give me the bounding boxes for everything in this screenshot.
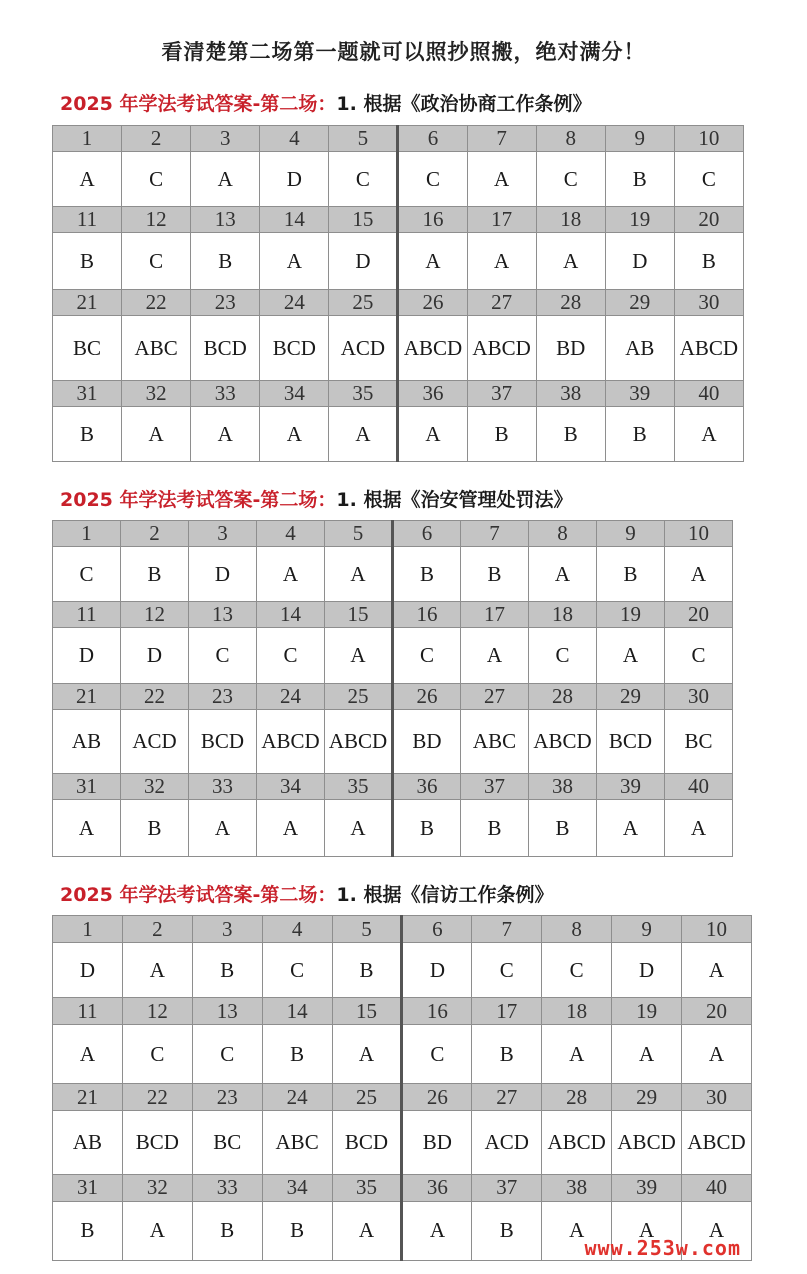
answer-row xyxy=(53,407,744,462)
answer-cell: C xyxy=(122,1025,192,1084)
answer-cell: A xyxy=(122,407,191,462)
question-number: 2 xyxy=(121,521,189,547)
answer-cell: A xyxy=(597,628,665,684)
question-number: 5 xyxy=(329,126,398,152)
answer-cell: A xyxy=(329,407,398,462)
answer-cell: D xyxy=(121,628,189,684)
answer-cell: ABC xyxy=(122,316,191,381)
answer-cell: B xyxy=(472,1201,542,1260)
question-number: 38 xyxy=(542,1174,612,1201)
answer-cell: AB xyxy=(53,1111,123,1174)
answer-cell: A xyxy=(536,233,605,290)
answer-cell: ABCD xyxy=(674,316,743,381)
answer-cell: B xyxy=(262,1025,332,1084)
answer-cell: C xyxy=(122,152,191,207)
question-number: 37 xyxy=(472,1174,542,1201)
question-number: 13 xyxy=(191,207,260,233)
question-number: 37 xyxy=(461,774,529,800)
answer-cell: BCD xyxy=(332,1111,402,1174)
question-number: 11 xyxy=(53,998,123,1025)
answer-row xyxy=(53,710,733,774)
answer-cell: B xyxy=(192,1201,262,1260)
answer-cell: A xyxy=(53,1025,123,1084)
answer-cell: B xyxy=(467,407,536,462)
answer-cell: B xyxy=(597,547,665,602)
question-number: 20 xyxy=(665,602,733,628)
question-number: 9 xyxy=(605,126,674,152)
section-title-topic: 1. 根据《政治协商工作条例》 xyxy=(336,93,592,115)
question-number: 32 xyxy=(121,774,189,800)
answer-cell: BD xyxy=(536,316,605,381)
answer-cell: A xyxy=(398,233,467,290)
answer-cell: AB xyxy=(53,710,121,774)
question-number: 12 xyxy=(122,207,191,233)
answer-cell: C xyxy=(402,1025,472,1084)
section-1-title xyxy=(60,89,591,116)
question-number: 4 xyxy=(262,916,332,943)
answer-cell: ABCD xyxy=(325,710,393,774)
answer-cell: B xyxy=(529,800,597,857)
question-number: 15 xyxy=(325,602,393,628)
question-number: 28 xyxy=(536,290,605,316)
answer-cell: BCD xyxy=(597,710,665,774)
question-number: 36 xyxy=(393,774,461,800)
question-number: 20 xyxy=(674,207,743,233)
question-number: 18 xyxy=(542,998,612,1025)
answer-cell: A xyxy=(467,152,536,207)
answer-cell: BD xyxy=(402,1111,472,1174)
question-number: 32 xyxy=(122,1174,192,1201)
site-watermark: www.253w.com xyxy=(584,1236,741,1260)
answer-cell: ABCD xyxy=(529,710,597,774)
answer-cell: A xyxy=(332,1025,402,1084)
answer-cell: ABCD xyxy=(612,1111,682,1174)
question-number: 25 xyxy=(329,290,398,316)
question-number: 24 xyxy=(257,684,325,710)
answer-cell: A xyxy=(257,800,325,857)
question-number: 6 xyxy=(398,126,467,152)
question-number: 31 xyxy=(53,774,121,800)
question-number: 3 xyxy=(189,521,257,547)
answer-cell: A xyxy=(612,1201,682,1260)
question-number: 39 xyxy=(612,1174,682,1201)
question-number: 18 xyxy=(536,207,605,233)
question-number: 40 xyxy=(674,381,743,407)
answer-cell: B xyxy=(332,943,402,998)
answer-cell: B xyxy=(53,233,122,290)
question-number: 19 xyxy=(605,207,674,233)
question-number: 36 xyxy=(402,1174,472,1201)
question-number-row xyxy=(53,684,733,710)
question-number: 3 xyxy=(191,126,260,152)
question-number-row xyxy=(53,207,744,233)
answer-cell: BCD xyxy=(260,316,329,381)
question-number: 5 xyxy=(332,916,402,943)
answer-cell: A xyxy=(325,547,393,602)
answer-cell: ABCD xyxy=(682,1111,752,1174)
answer-cell: C xyxy=(329,152,398,207)
answer-cell: C xyxy=(674,152,743,207)
question-number: 10 xyxy=(682,916,752,943)
answer-cell: B xyxy=(461,800,529,857)
section-title-exam: 2025 年学法考试答案-第二场： xyxy=(60,884,337,906)
section-3-title xyxy=(60,880,553,907)
question-number: 11 xyxy=(53,207,122,233)
answer-table-2 xyxy=(52,520,733,857)
answer-cell: A xyxy=(191,152,260,207)
question-number: 29 xyxy=(612,1084,682,1111)
question-number: 13 xyxy=(192,998,262,1025)
page-headline: 看清楚第二场第一题就可以照抄照搬，绝对满分！ xyxy=(161,39,646,64)
question-number: 38 xyxy=(529,774,597,800)
question-number: 22 xyxy=(121,684,189,710)
answer-cell: B xyxy=(53,1201,123,1260)
question-number: 1 xyxy=(53,916,123,943)
question-number-row xyxy=(53,290,744,316)
question-number: 7 xyxy=(461,521,529,547)
answer-cell: A xyxy=(191,407,260,462)
question-number: 11 xyxy=(53,602,121,628)
answer-cell: A xyxy=(122,943,192,998)
answer-cell: A xyxy=(529,547,597,602)
answer-cell: D xyxy=(402,943,472,998)
answer-cell: A xyxy=(325,800,393,857)
question-number: 23 xyxy=(189,684,257,710)
answer-table-3 xyxy=(52,915,752,1261)
question-number: 15 xyxy=(329,207,398,233)
question-number: 9 xyxy=(597,521,665,547)
question-number: 19 xyxy=(597,602,665,628)
answer-cell: A xyxy=(542,1201,612,1260)
question-number: 8 xyxy=(542,916,612,943)
answer-cell: A xyxy=(189,800,257,857)
answer-cell: A xyxy=(325,628,393,684)
question-number-row xyxy=(53,998,752,1025)
answer-row xyxy=(53,1025,752,1084)
answer-cell: B xyxy=(674,233,743,290)
answer-cell: B xyxy=(393,547,461,602)
question-number: 40 xyxy=(665,774,733,800)
answer-cell: A xyxy=(260,407,329,462)
question-number: 30 xyxy=(665,684,733,710)
question-number: 4 xyxy=(260,126,329,152)
answer-row xyxy=(53,628,733,684)
question-number: 37 xyxy=(467,381,536,407)
question-number: 40 xyxy=(682,1174,752,1201)
question-number: 34 xyxy=(262,1174,332,1201)
question-number: 24 xyxy=(262,1084,332,1111)
answer-cell: B xyxy=(121,800,189,857)
answer-cell: ABCD xyxy=(542,1111,612,1174)
answer-cell: C xyxy=(542,943,612,998)
answer-cell: B xyxy=(472,1025,542,1084)
question-number-row xyxy=(53,381,744,407)
answer-cell: C xyxy=(393,628,461,684)
answer-cell: A xyxy=(53,152,122,207)
answer-cell: BD xyxy=(393,710,461,774)
answer-cell: C xyxy=(472,943,542,998)
answer-cell: D xyxy=(612,943,682,998)
question-number: 30 xyxy=(682,1084,752,1111)
question-number: 22 xyxy=(122,290,191,316)
question-number-row xyxy=(53,126,744,152)
question-number: 19 xyxy=(612,998,682,1025)
question-number: 23 xyxy=(191,290,260,316)
answer-cell: B xyxy=(393,800,461,857)
question-number: 5 xyxy=(325,521,393,547)
question-number: 10 xyxy=(665,521,733,547)
answer-cell: ACD xyxy=(472,1111,542,1174)
question-number: 18 xyxy=(529,602,597,628)
answer-cell: C xyxy=(257,628,325,684)
question-number: 35 xyxy=(329,381,398,407)
answer-cell: A xyxy=(398,407,467,462)
answer-cell: ABCD xyxy=(257,710,325,774)
question-number: 12 xyxy=(122,998,192,1025)
answer-cell: D xyxy=(329,233,398,290)
question-number-row xyxy=(53,602,733,628)
question-number: 33 xyxy=(191,381,260,407)
section-title-topic: 1. 根据《信访工作条例》 xyxy=(336,884,554,906)
answer-cell: BCD xyxy=(122,1111,192,1174)
question-number: 21 xyxy=(53,1084,123,1111)
answer-cell: A xyxy=(665,547,733,602)
question-number: 28 xyxy=(542,1084,612,1111)
section-title-topic: 1. 根据《治安管理处罚法》 xyxy=(336,489,573,511)
answer-cell: AB xyxy=(605,316,674,381)
question-number: 31 xyxy=(53,1174,123,1201)
answer-cell: B xyxy=(53,407,122,462)
section-2-title xyxy=(60,485,572,512)
answer-cell: BC xyxy=(665,710,733,774)
answer-cell: C xyxy=(262,943,332,998)
answer-row xyxy=(53,943,752,998)
question-number: 38 xyxy=(536,381,605,407)
answer-cell: A xyxy=(597,800,665,857)
question-number: 26 xyxy=(402,1084,472,1111)
answer-cell: B xyxy=(605,152,674,207)
answer-cell: D xyxy=(53,943,123,998)
answer-cell: BC xyxy=(53,316,122,381)
question-number: 29 xyxy=(597,684,665,710)
question-number: 29 xyxy=(605,290,674,316)
question-number: 14 xyxy=(257,602,325,628)
answer-cell: B xyxy=(461,547,529,602)
answer-cell: D xyxy=(260,152,329,207)
answer-cell: C xyxy=(122,233,191,290)
answer-cell: B xyxy=(121,547,189,602)
answer-cell: C xyxy=(189,628,257,684)
answer-cell: B xyxy=(536,407,605,462)
answer-row xyxy=(53,233,744,290)
question-number: 34 xyxy=(260,381,329,407)
answer-cell: A xyxy=(665,800,733,857)
question-number: 3 xyxy=(192,916,262,943)
question-number: 1 xyxy=(53,126,122,152)
answer-row xyxy=(53,152,744,207)
question-number: 14 xyxy=(262,998,332,1025)
question-number: 35 xyxy=(332,1174,402,1201)
answer-cell: C xyxy=(665,628,733,684)
section-title-exam: 2025 年学法考试答案-第二场： xyxy=(60,489,337,511)
question-number: 26 xyxy=(393,684,461,710)
question-number: 16 xyxy=(398,207,467,233)
answer-cell: B xyxy=(262,1201,332,1260)
question-number: 1 xyxy=(53,521,121,547)
answer-cell: A xyxy=(122,1201,192,1260)
answer-cell: ABCD xyxy=(467,316,536,381)
question-number: 32 xyxy=(122,381,191,407)
section-title-exam: 2025 年学法考试答案-第二场： xyxy=(60,93,337,115)
question-number: 28 xyxy=(529,684,597,710)
answer-cell: A xyxy=(467,233,536,290)
question-number: 16 xyxy=(393,602,461,628)
question-number: 33 xyxy=(189,774,257,800)
answer-row xyxy=(53,547,733,602)
question-number: 34 xyxy=(257,774,325,800)
answer-cell: ABC xyxy=(461,710,529,774)
question-number: 26 xyxy=(398,290,467,316)
answer-cell: D xyxy=(53,628,121,684)
answer-cell: A xyxy=(674,407,743,462)
answer-cell: C xyxy=(536,152,605,207)
answer-cell: A xyxy=(53,800,121,857)
answer-cell: BCD xyxy=(189,710,257,774)
answer-cell: A xyxy=(542,1025,612,1084)
question-number: 39 xyxy=(605,381,674,407)
question-number: 27 xyxy=(472,1084,542,1111)
question-number: 20 xyxy=(682,998,752,1025)
answer-cell: BCD xyxy=(191,316,260,381)
answer-cell: ACD xyxy=(121,710,189,774)
question-number: 17 xyxy=(461,602,529,628)
question-number: 30 xyxy=(674,290,743,316)
answer-cell: A xyxy=(682,943,752,998)
answer-cell: A xyxy=(260,233,329,290)
answer-cell: ABCD xyxy=(398,316,467,381)
question-number: 35 xyxy=(325,774,393,800)
question-number: 23 xyxy=(192,1084,262,1111)
answer-table-1 xyxy=(52,125,744,462)
question-number: 10 xyxy=(674,126,743,152)
answer-row xyxy=(53,1111,752,1174)
answer-cell: ABC xyxy=(262,1111,332,1174)
answer-cell: D xyxy=(189,547,257,602)
answer-cell: A xyxy=(682,1025,752,1084)
question-number: 25 xyxy=(332,1084,402,1111)
answer-cell: D xyxy=(605,233,674,290)
question-number: 8 xyxy=(536,126,605,152)
question-number: 7 xyxy=(472,916,542,943)
question-number-row xyxy=(53,774,733,800)
question-number: 25 xyxy=(325,684,393,710)
question-number-row xyxy=(53,521,733,547)
answer-cell: A xyxy=(612,1025,682,1084)
answer-cell: A xyxy=(461,628,529,684)
question-number-row xyxy=(53,916,752,943)
question-number: 15 xyxy=(332,998,402,1025)
answer-cell: B xyxy=(605,407,674,462)
question-number: 2 xyxy=(122,916,192,943)
answer-cell: A xyxy=(332,1201,402,1260)
answer-cell: ACD xyxy=(329,316,398,381)
question-number: 13 xyxy=(189,602,257,628)
question-number: 8 xyxy=(529,521,597,547)
question-number: 27 xyxy=(461,684,529,710)
question-number: 33 xyxy=(192,1174,262,1201)
answer-cell: A xyxy=(402,1201,472,1260)
question-number: 7 xyxy=(467,126,536,152)
answer-cell: A xyxy=(257,547,325,602)
answer-cell: C xyxy=(192,1025,262,1084)
question-number: 22 xyxy=(122,1084,192,1111)
question-number: 14 xyxy=(260,207,329,233)
answer-row xyxy=(53,316,744,381)
answer-cell: BC xyxy=(192,1111,262,1174)
answer-cell: C xyxy=(529,628,597,684)
question-number: 16 xyxy=(402,998,472,1025)
question-number: 36 xyxy=(398,381,467,407)
question-number: 24 xyxy=(260,290,329,316)
answer-cell: C xyxy=(398,152,467,207)
answer-cell: B xyxy=(192,943,262,998)
question-number: 4 xyxy=(257,521,325,547)
question-number: 21 xyxy=(53,684,121,710)
question-number: 2 xyxy=(122,126,191,152)
question-number: 6 xyxy=(393,521,461,547)
answer-cell: A xyxy=(682,1201,752,1260)
answer-cell: B xyxy=(191,233,260,290)
question-number: 27 xyxy=(467,290,536,316)
question-number-row xyxy=(53,1084,752,1111)
question-number: 21 xyxy=(53,290,122,316)
question-number: 17 xyxy=(472,998,542,1025)
answer-row xyxy=(53,800,733,857)
question-number: 12 xyxy=(121,602,189,628)
question-number: 9 xyxy=(612,916,682,943)
question-number: 31 xyxy=(53,381,122,407)
question-number: 39 xyxy=(597,774,665,800)
answer-cell: C xyxy=(53,547,121,602)
question-number: 17 xyxy=(467,207,536,233)
question-number-row xyxy=(53,1174,752,1201)
question-number: 6 xyxy=(402,916,472,943)
